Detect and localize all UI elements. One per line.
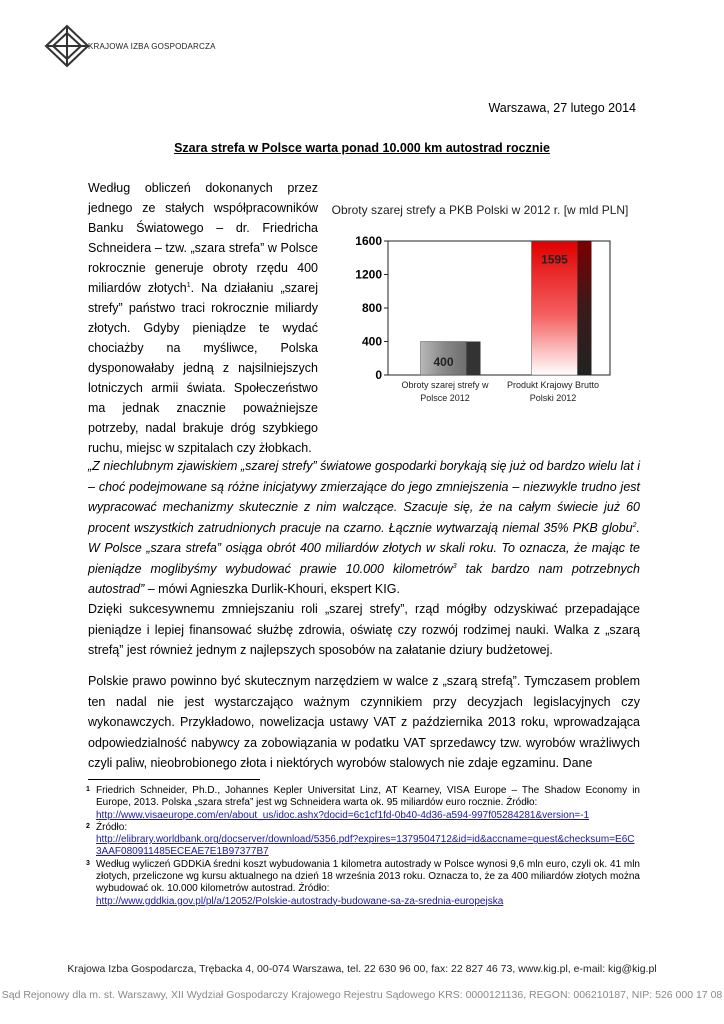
kig-emblem-icon — [44, 24, 90, 68]
paragraph-3: Polskie prawo powinno być skutecznym narzędziem w walce z „szarą strefą”. Tymczasem problem ten nadal nie jest wystarczająco ważnym czynnikiem przy decyzjach legislacyjnych czy wykonawczych. Przykładowo, nowelizacja ustawy VAT z października 2013 roku, wprowadzająca odpowiedzialność nabywcy za zobowiązania w podatku VAT sprzedawcy tzw. wyrobów wrażliwych czyli paliw, nieobrobionego złota i niektórych wyrobów stalowych nie zdaje egzaminu. Dane — [88, 674, 640, 770]
bar-chart — [330, 197, 630, 415]
footnote-separator — [88, 779, 260, 780]
y-tick-label: 800 — [361, 301, 382, 315]
footnote-text: Friedrich Schneider, Ph.D., Johannes Kepler Universitat Linz, AT Kearney, VISA Europe – The Shadow Economy in Europe, 2013. Polska „szara strefa” jest wg Schneidera warta ok. 95 miliardów euro rocznie. Źródło: — [96, 785, 640, 809]
bar-value-label: 400 — [433, 355, 454, 369]
org-name: KRAJOWA IZBA GOSPODARCZA — [88, 42, 216, 51]
quote-paragraph — [88, 456, 640, 600]
footer-contact: Krajowa Izba Gospodarcza, Trębacka 4, 00-074 Warszawa, tel. 22 630 96 00, fax: 22 827 46 73, www.kig.pl, e-mail: kig@kig.pl — [67, 963, 657, 975]
y-tick-label: 0 — [375, 368, 382, 382]
footnote-number: 1 — [86, 786, 90, 793]
footnote-ref-1: 1 — [186, 281, 191, 289]
footnote-number: 3 — [86, 859, 90, 867]
quote-attribution: – mówi Agnieszka Durlik-Khouri, ekspert KIG. — [144, 582, 400, 596]
chart-title: Obroty szarej strefy a PKB Polski w 2012 r. [w mld PLN] — [331, 203, 629, 217]
footnote-ref-2: 2 — [632, 521, 637, 529]
footnote-link[interactable]: http://www.gddkia.gov.pl/pl/a/12052/Polskie-autostrady-budowane-sa-za-srednia-europejska — [96, 895, 504, 907]
paragraph-2: Dzięki sukcesywnemu zmniejszaniu roli „szarej strefy”, rząd mógłby odzyskiwać przepadające pieniądze i lepiej finansować służbę zdrowia, oświatę czy rozwój rodzimej nauki. Walka z „szarą strefą” jest również jednym z najlepszych sposobów na załatanie dziury budżetowej. — [88, 602, 640, 657]
intro-text-a: Według obliczeń dokonanych przez jednego ze stałych współpracowników Banku Światowego – dr. Friedricha Schneidera – tzw. „szara strefa” w Polsce rokrocznie generuje obroty rzędu 400 miliardów złotych — [88, 181, 318, 295]
footnote-3 — [88, 859, 640, 908]
bar-value-label: 1595 — [541, 252, 568, 267]
footnote-number: 2 — [86, 822, 90, 830]
y-tick-label: 1600 — [355, 234, 382, 248]
footnote-text: Według wyliczeń GDDKiA średni koszt wybudowania 1 kilometra autostrady w Polsce wynosi 9,6 mln euro, czyli ok. 41 mln złotych, przeliczone wg kursu aktualnego na dzień 18 września 2013 roku. Oznacza to, że za 400 miliardów złotych można wybudować ok. 10.000 kilometrów autostrad. Źródło: — [96, 858, 640, 895]
footnote-text: Źródło: — [96, 821, 128, 833]
bar-side-1 — [578, 241, 592, 375]
footnote-link[interactable]: http://elibrary.worldbank.org/docserver/download/5356.pdf?expires=1379504712&id=id&accname=guest&checksum=E6C3AAF080911485ECEAE7E1B97377B7 — [96, 834, 635, 858]
intro-text-b: . Na działaniu „szarej strefy” państwo traci rokrocznie miliardy złotych. Gdyby pieniądze te wydać chociażby na myśliwce, Polska dysponowałaby jedną z najsilniejszych lotniczych armii świata. Społeczeństwo ma jednak znacznie poważniejsze potrzeby, nadal brakuje dróg szybkiego ruchu, miejsc w szpitalach czy żłobkach. — [88, 281, 318, 455]
document-title: Szara strefa w Polsce warta ponad 10.000 km autostrad rocznie — [174, 141, 550, 155]
footnote-2 — [88, 822, 640, 859]
footnotes — [88, 785, 640, 908]
footnote-link[interactable]: http://www.visaeurope.com/en/about_us/idoc.ashx?docid=6c1cf1fd-0b40-4d36-a594-997f05284281&version=-1 — [96, 809, 590, 821]
y-tick-label: 400 — [361, 334, 382, 349]
footnote-ref-3: 3 — [452, 562, 457, 570]
footer-registry: Sąd Rejonowy dla m. st. Warszawy, XII Wydział Gospodarczy Krajowego Rejestru Sądowego KRS: 0000121136, REGON: 006210187, NIP: 526 000 17 08 — [1, 989, 723, 1001]
quote-text-c: tak bardzo nam potrzebnych autostrad” — [88, 561, 640, 596]
footnote-1 — [88, 785, 640, 822]
x-label-gdp: Produkt Krajowy Brutto Polski 2012 — [506, 380, 600, 403]
x-label-shadow-economy: Obroty szarej strefy w Polsce 2012 — [401, 380, 489, 403]
quote-text-b: . W Polsce „szara strefa” osiąga obrót 400 miliardów złotych w skali roku. To oznacza, że mając te pieniądze moglibyśmy wybudować prawie 10.000 kilometrów — [88, 520, 640, 576]
document-date: Warszawa, 27 lutego 2014 — [488, 101, 636, 115]
intro-paragraph — [88, 178, 318, 458]
bar-side-0 — [467, 342, 481, 376]
quote-text-a: „Z niechlubnym zjawiskiem „szarej strefy” światowe gospodarki borykają się już od bardzo wielu lat i – choć podejmowane są różne inicjatywy zmierzające do jego zmniejszenia – niezwykle trudno jest wypracować mechanizmy skutecznie z nim walczące. Szacuje się, że na całym świecie już 60 procent wszystkich zatrudnionych pracuje na czarno. Łącznie wytwarzają niemal 35% PKB globu — [88, 459, 640, 535]
y-tick-label: 1200 — [355, 267, 382, 282]
